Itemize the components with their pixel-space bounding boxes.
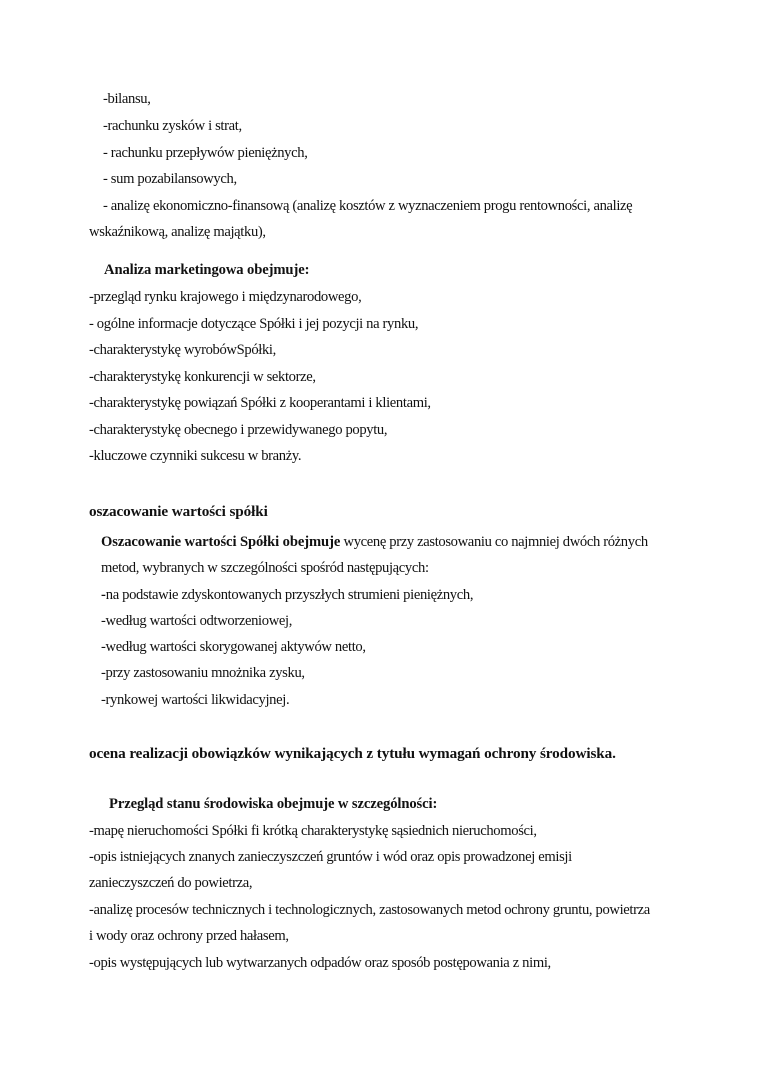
environment-line: zanieczyszczeń do powietrza,	[89, 875, 253, 891]
marketing-list-item: -kluczowe czynniki sukcesu w branży.	[89, 448, 302, 464]
valuation-intro	[101, 533, 648, 551]
marketing-list-item: -charakterystykę obecnego i przewidywanego popytu,	[89, 422, 388, 438]
valuation-list-item	[101, 586, 473, 604]
marketing-list-item: -przegląd rynku krajowego i międzynarodowego,	[89, 289, 362, 305]
financial-list-item: -rachunku zysków i strat,	[103, 118, 242, 134]
valuation-intro-rest: wycenę przy zastosowaniu co najmniej dwóch różnych	[340, 534, 648, 550]
environment-section-title: ocena realizacji obowiązków wynikających z tytułu wymagań ochrony środowiska.	[89, 745, 616, 762]
valuation-intro-bold: Oszacowanie wartości Spółki obejmuje	[101, 534, 341, 550]
financial-list-continuation: wskaźnikową, analizę majątku),	[89, 224, 266, 240]
valuation-list-item: -według wartości odtworzeniowej,	[101, 613, 293, 629]
marketing-list-item: -charakterystykę konkurencji w sektorze,	[89, 369, 316, 385]
environment-heading: Przegląd stanu środowiska obejmuje w szczególności:	[109, 796, 438, 812]
marketing-list-item: -charakterystykę powiązań Spółki z kooperantami i klientami,	[89, 395, 431, 411]
financial-list-item: -bilansu,	[103, 91, 151, 107]
environment-line: -mapę nieruchomości Spółki fi krótką charakterystykę sąsiednich nieruchomości,	[89, 823, 537, 839]
valuation-section-title: oszacowanie wartości spółki	[89, 503, 268, 520]
environment-line: i wody oraz ochrony przed hałasem,	[89, 928, 289, 944]
marketing-list-item: -charakterystykę wyrobówSpółki,	[89, 342, 276, 358]
valuation-list-dash: -	[101, 587, 106, 603]
marketing-list-item: - ogólne informacje dotyczące Spółki i jej pozycji na rynku,	[89, 316, 419, 332]
valuation-list-text: na podstawie zdyskontowanych przyszłych strumieni pieniężnych,	[105, 587, 474, 603]
marketing-heading: Analiza marketingowa obejmuje:	[104, 262, 310, 278]
valuation-list-item: -rynkowej wartości likwidacyjnej.	[101, 692, 290, 708]
financial-list-item: - analizę ekonomiczno-finansową (analizę kosztów z wyznaczeniem progu rentowności, analizę	[103, 198, 633, 214]
environment-line: -analizę procesów technicznych i technologicznych, zastosowanych metod ochrony gruntu, powietrza	[89, 902, 650, 918]
financial-list-item: - sum pozabilansowych,	[103, 171, 237, 187]
environment-line: -opis występujących lub wytwarzanych odpadów oraz sposób postępowania z nimi,	[89, 955, 551, 971]
valuation-list-item: -przy zastosowaniu mnożnika zysku,	[101, 665, 305, 681]
valuation-intro-line2: metod, wybranych w szczególności spośród następujących:	[101, 560, 429, 576]
financial-list-item: - rachunku przepływów pieniężnych,	[103, 145, 308, 161]
valuation-list-item: -według wartości skorygowanej aktywów netto,	[101, 639, 366, 655]
environment-line: -opis istniejących znanych zanieczyszczeń gruntów i wód oraz opis prowadzonej emisji	[89, 849, 572, 865]
